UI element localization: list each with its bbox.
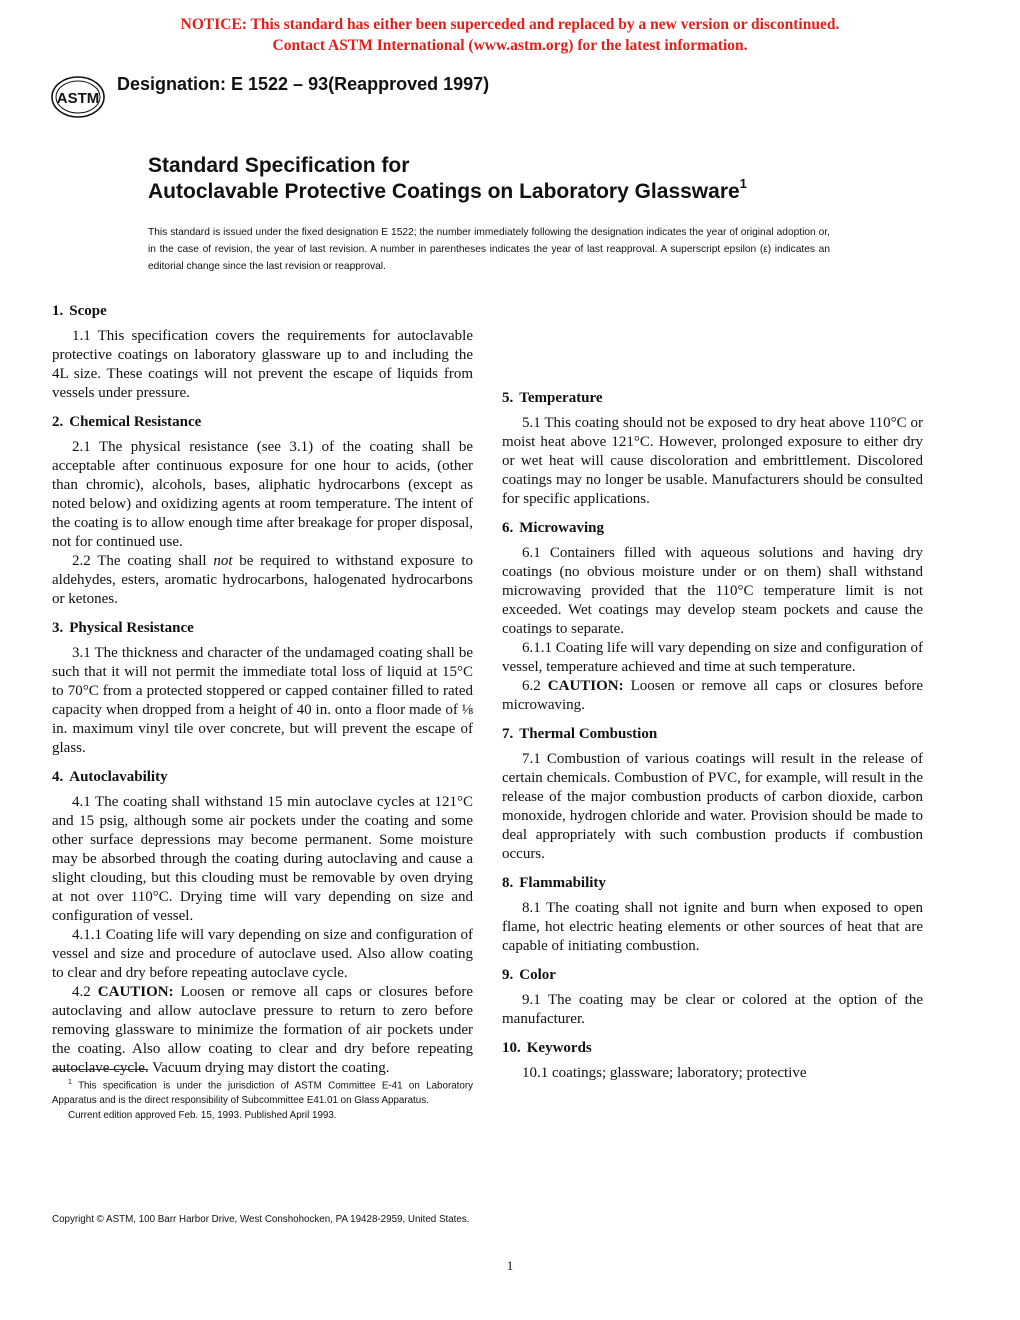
- section-heading: [52, 302, 473, 321]
- paragraph-2-2: [52, 552, 473, 609]
- page-number: 1: [506, 1258, 514, 1273]
- paragraph-6-2-number: 6.2: [522, 678, 548, 694]
- section-title: Microwaving: [519, 520, 604, 536]
- section-heading: [52, 413, 473, 432]
- caution-label: CAUTION:: [547, 678, 624, 694]
- emphasis-not: not: [213, 553, 233, 569]
- section-number: 7.: [502, 726, 514, 742]
- section-title: Temperature: [519, 390, 603, 406]
- section-number: 10.: [502, 1040, 521, 1056]
- paragraph-6-1: 6.1 Containers filled with aqueous solutions and having dry coatings (no obvious moisture under or on them) shall withstand microwaving provided that the 110°C temperature limit is not exceeded. Wet coatings may develop steam pockets and cause the coatings to separate.: [502, 545, 923, 637]
- section-temperature: [502, 389, 923, 509]
- document-title: [148, 153, 747, 205]
- section-number: 5.: [502, 390, 514, 406]
- section-microwaving: [502, 519, 923, 715]
- section-heading: [502, 874, 923, 893]
- paragraph-8-1: 8.1 The coating shall not ignite and burn when exposed to open flame, hot electric heating elements or other sources of heat that are capable of initiating combustion.: [502, 900, 923, 954]
- paragraph-2-1: 2.1 The physical resistance (see 3.1) of the coating shall be acceptable after continuous exposure for one hour to acids, (other than chromic), alcohols, bases, aliphatic hydrocarbons (except as noted below) and oxidizing agents at room temperature. The intent of the coating is to allow enough time after breakage for proper disposal, not for continued use.: [52, 439, 473, 550]
- paragraph-6-1-1: 6.1.1 Coating life will vary depending on size and configuration of vessel, temperature achieved and time at such temperature.: [502, 640, 923, 675]
- section-title: Thermal Combustion: [519, 726, 658, 742]
- left-column: [52, 302, 473, 1088]
- paragraph-4-2-text: Loosen or remove all caps or closures before autoclaving and allow autoclave pressure to return to zero before removing glassware to minimize the formation of air pockets under the coating. Also allow coating to clear and dry before repeating autoclave cycle. Vacuum drying may distort the coating.: [52, 984, 474, 1076]
- section-title: Physical Resistance: [69, 620, 194, 636]
- section-heading: [502, 519, 923, 538]
- section-number: 3.: [52, 620, 64, 636]
- section-scope: [52, 302, 473, 403]
- footnote-2: Current edition approved Feb. 15, 1993. Published April 1993.: [68, 1110, 337, 1122]
- section-color: [502, 966, 923, 1029]
- title-footnote-mark: 1: [739, 176, 747, 191]
- section-heading: [502, 725, 923, 744]
- paragraph-7-1: 7.1 Combustion of various coatings will result in the release of certain chemicals. Combustion of PVC, for example, will result in the release of the major combustion products of carbon dioxide, carbon monoxide, hydrogen chloride and water. Provision should be made to deal appropriately with such combustion products if combustion occurs.: [502, 751, 923, 862]
- section-title: Color: [519, 967, 556, 983]
- section-thermal-combustion: [502, 725, 923, 864]
- paragraph-1-1: 1.1 This specification covers the requirements for autoclavable protective coatings on laboratory glassware up to and including the 4L size. These coatings will not prevent the escape of liquids from vessels under pressure.: [52, 328, 473, 401]
- paragraph-4-2-number: 4.2: [72, 984, 98, 1000]
- footnote-mark: 1: [68, 1079, 72, 1086]
- section-heading: [502, 389, 923, 408]
- section-title: Chemical Resistance: [69, 414, 202, 430]
- footnote-1-text: This specification is under the jurisdiction of ASTM Committee E-41 on Laboratory Apparatus and is the direct responsibility of Subcommittee E41.01 on Glass Apparatus.: [52, 1080, 473, 1107]
- section-heading: [52, 619, 473, 638]
- supersession-notice: [0, 14, 1020, 56]
- designation: Designation: E 1522 – 93(Reapproved 1997): [117, 74, 490, 94]
- section-number: 4.: [52, 769, 64, 785]
- paragraph-5-1: 5.1 This coating should not be exposed to dry heat above 110°C or moist heat above 121°C. However, prolonged exposure to either dry or wet heat will cause discoloration and embrittlement. Discolored coatings may no longer be usable. Manufacturers should be consulted for specific applications.: [502, 415, 923, 507]
- footnote-divider: [52, 1069, 148, 1070]
- section-number: 1.: [52, 303, 64, 319]
- paragraph-9-1: 9.1 The coating may be clear or colored at the option of the manufacturer.: [502, 992, 923, 1027]
- section-autoclavability: [52, 768, 473, 1078]
- issuance-statement: This standard is issued under the fixed designation E 1522; the number immediately following the designation indicates the year of original adoption or, in the case of revision, the year of last revision. A number in parentheses indicates the year of last reapproval. A superscript epsilon (ε) indicates an editorial change since the last revision or reapproval.: [148, 227, 830, 272]
- paragraph-4-2: [52, 983, 473, 1078]
- section-number: 9.: [502, 967, 514, 983]
- notice-line-2: Contact ASTM International (www.astm.org) for the latest information.: [272, 37, 748, 54]
- section-heading: [502, 966, 923, 985]
- right-column: [502, 302, 923, 1093]
- astm-logo-icon: [50, 75, 106, 119]
- paragraph-3-1: 3.1 The thickness and character of the undamaged coating shall be such that it will not permit the immediate total loss of liquid at 15°C to 70°C from a protected stoppered or capped container filled to rated capacity when dropped from a height of 40 in. onto a floor made of ⅛ in. maximum vinyl tile over concrete, but will prevent the escape of glass.: [52, 645, 473, 756]
- footnotes: [52, 1075, 473, 1123]
- notice-line-1: NOTICE: This standard has either been superceded and replaced by a new version or discontinued.: [180, 16, 840, 33]
- section-title: Scope: [69, 303, 107, 319]
- section-number: 2.: [52, 414, 64, 430]
- section-chemical-resistance: [52, 413, 473, 609]
- logo-text: ASTM: [56, 90, 100, 107]
- copyright-line: Copyright © ASTM, 100 Barr Harbor Drive, West Conshohocken, PA 19428-2959, United States.: [52, 1214, 470, 1225]
- section-physical-resistance: [52, 619, 473, 758]
- paragraph-2-2-end: be required to withstand exposure to aldehydes, esters, aromatic hydrocarbons, halogenated hydrocarbons or ketones.: [52, 553, 474, 607]
- footnote-1: [52, 1075, 473, 1108]
- section-flammability: [502, 874, 923, 956]
- section-number: 8.: [502, 875, 514, 891]
- paragraph-6-2: [502, 677, 923, 715]
- paragraph-6-2-text: Loosen or remove all caps or closures before microwaving.: [502, 678, 924, 713]
- paragraph-4-1: 4.1 The coating shall withstand 15 min autoclave cycles at 121°C and 15 psig, although some air pockets under the coating and some other surface depressions may become permanent. Some moisture may be absorbed through the coating during autoclaving and cause a slight clouding, but this clouding must be removable by oven drying at not over 110°C. Drying time will vary depending on size and configuration of vessel.: [52, 794, 473, 924]
- section-keywords: [502, 1039, 923, 1083]
- title-line-1: Standard Specification for: [148, 154, 410, 177]
- title-line-2: [148, 176, 747, 205]
- section-title: Autoclavability: [69, 769, 168, 785]
- section-heading: [502, 1039, 923, 1058]
- paragraph-2-2-start: 2.2 The coating shall: [72, 553, 214, 569]
- caution-label: CAUTION:: [97, 984, 174, 1000]
- section-heading: [52, 768, 473, 787]
- section-title: Keywords: [526, 1040, 592, 1056]
- section-title: Flammability: [519, 875, 606, 891]
- paragraph-4-1-1: 4.1.1 Coating life will vary depending on size and configuration of vessel and size and procedure of autoclave used. Also allow coating to clear and dry before repeating autoclave cycle.: [52, 927, 473, 981]
- title-line-2-text: Autoclavable Protective Coatings on Laboratory Glassware: [148, 180, 740, 203]
- paragraph-10-1: 10.1 coatings; glassware; laboratory; protective: [522, 1065, 807, 1081]
- section-number: 6.: [502, 520, 514, 536]
